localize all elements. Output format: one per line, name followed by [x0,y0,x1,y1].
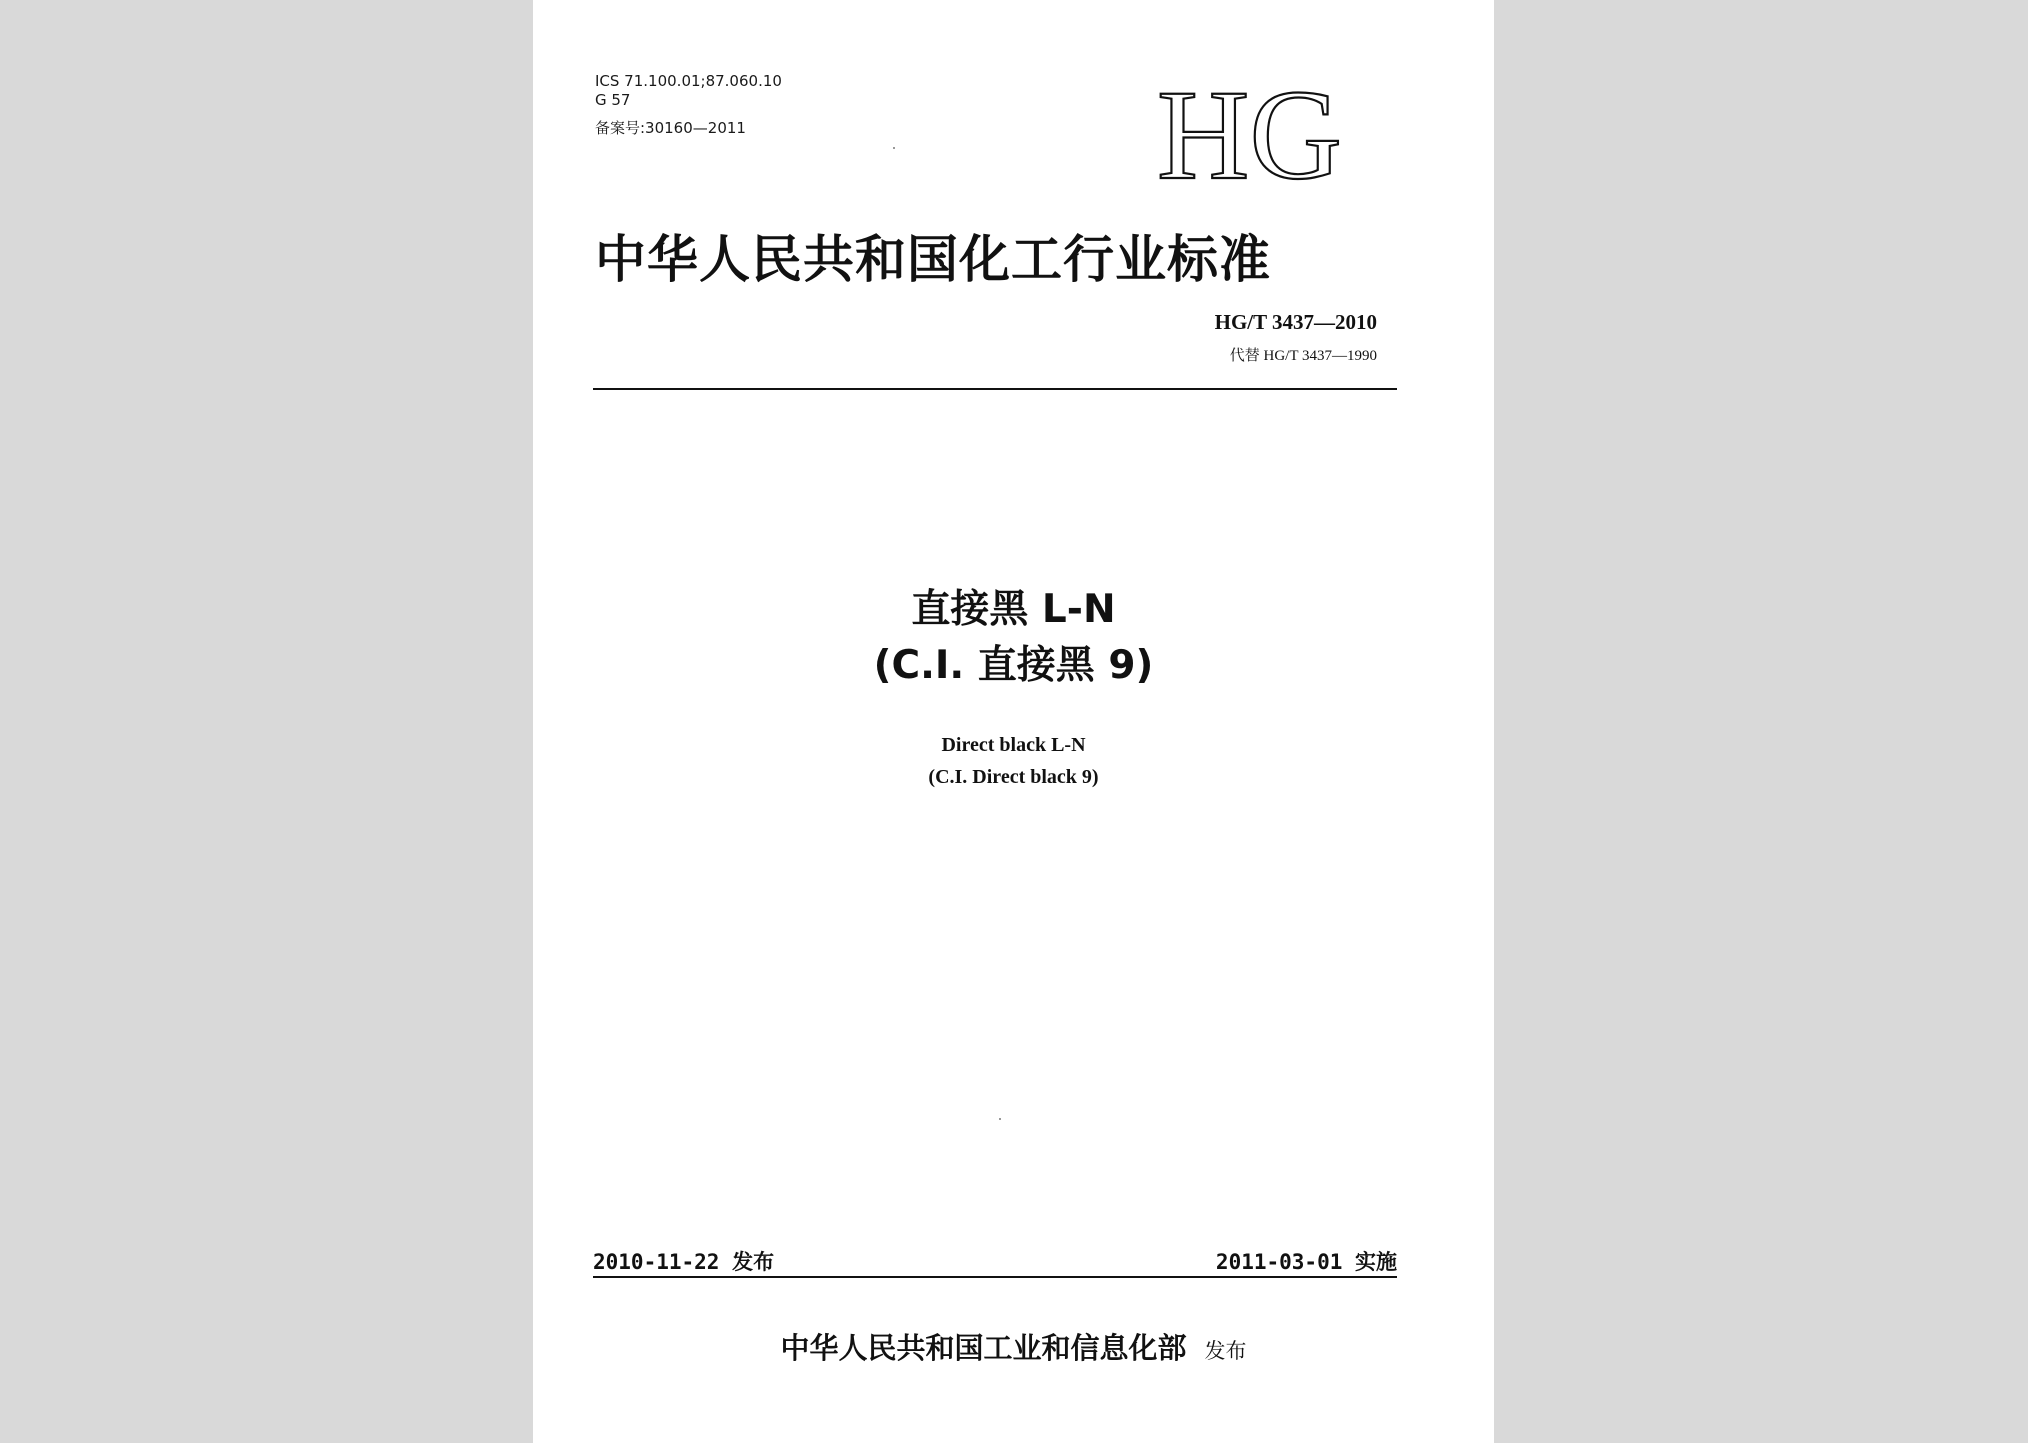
document-title-en: Direct black L-N [941,734,1086,756]
ccs-code: G 57 [595,91,631,109]
publish-date: 2010-11-22 发布 [593,1250,775,1274]
document-subtitle-en: (C.I. Direct black 9) [928,766,1099,788]
ics-code: ICS 71.100.01;87.060.10 [595,72,782,90]
replaces-standard: 代替 HG/T 3437—1990 [1229,348,1377,364]
document-subtitle-cn: (C.I. 直接黑 9) [873,643,1154,688]
header-divider [593,388,1397,390]
hg-logo [1157,68,1357,198]
issuer [533,1326,1494,1367]
issuer-name: 中华人民共和国工业和信息化部 [780,1331,1187,1365]
issuer-suffix: 发布 [1204,1339,1247,1363]
footer-divider [593,1276,1397,1278]
hg-logo-text: HG [1157,68,1342,198]
document-title-cn: 直接黑 L-N [911,587,1116,632]
record-number: 备案号:30160—2011 [595,119,746,137]
scan-speck [999,1118,1001,1120]
standard-type-heading: 中华人民共和国化工行业标准 [595,231,1272,290]
implement-date: 2011-03-01 实施 [1215,1250,1397,1274]
standard-number: HG/T 3437—2010 [1214,310,1377,334]
document-page [533,0,1494,1443]
scan-speck [893,147,895,149]
